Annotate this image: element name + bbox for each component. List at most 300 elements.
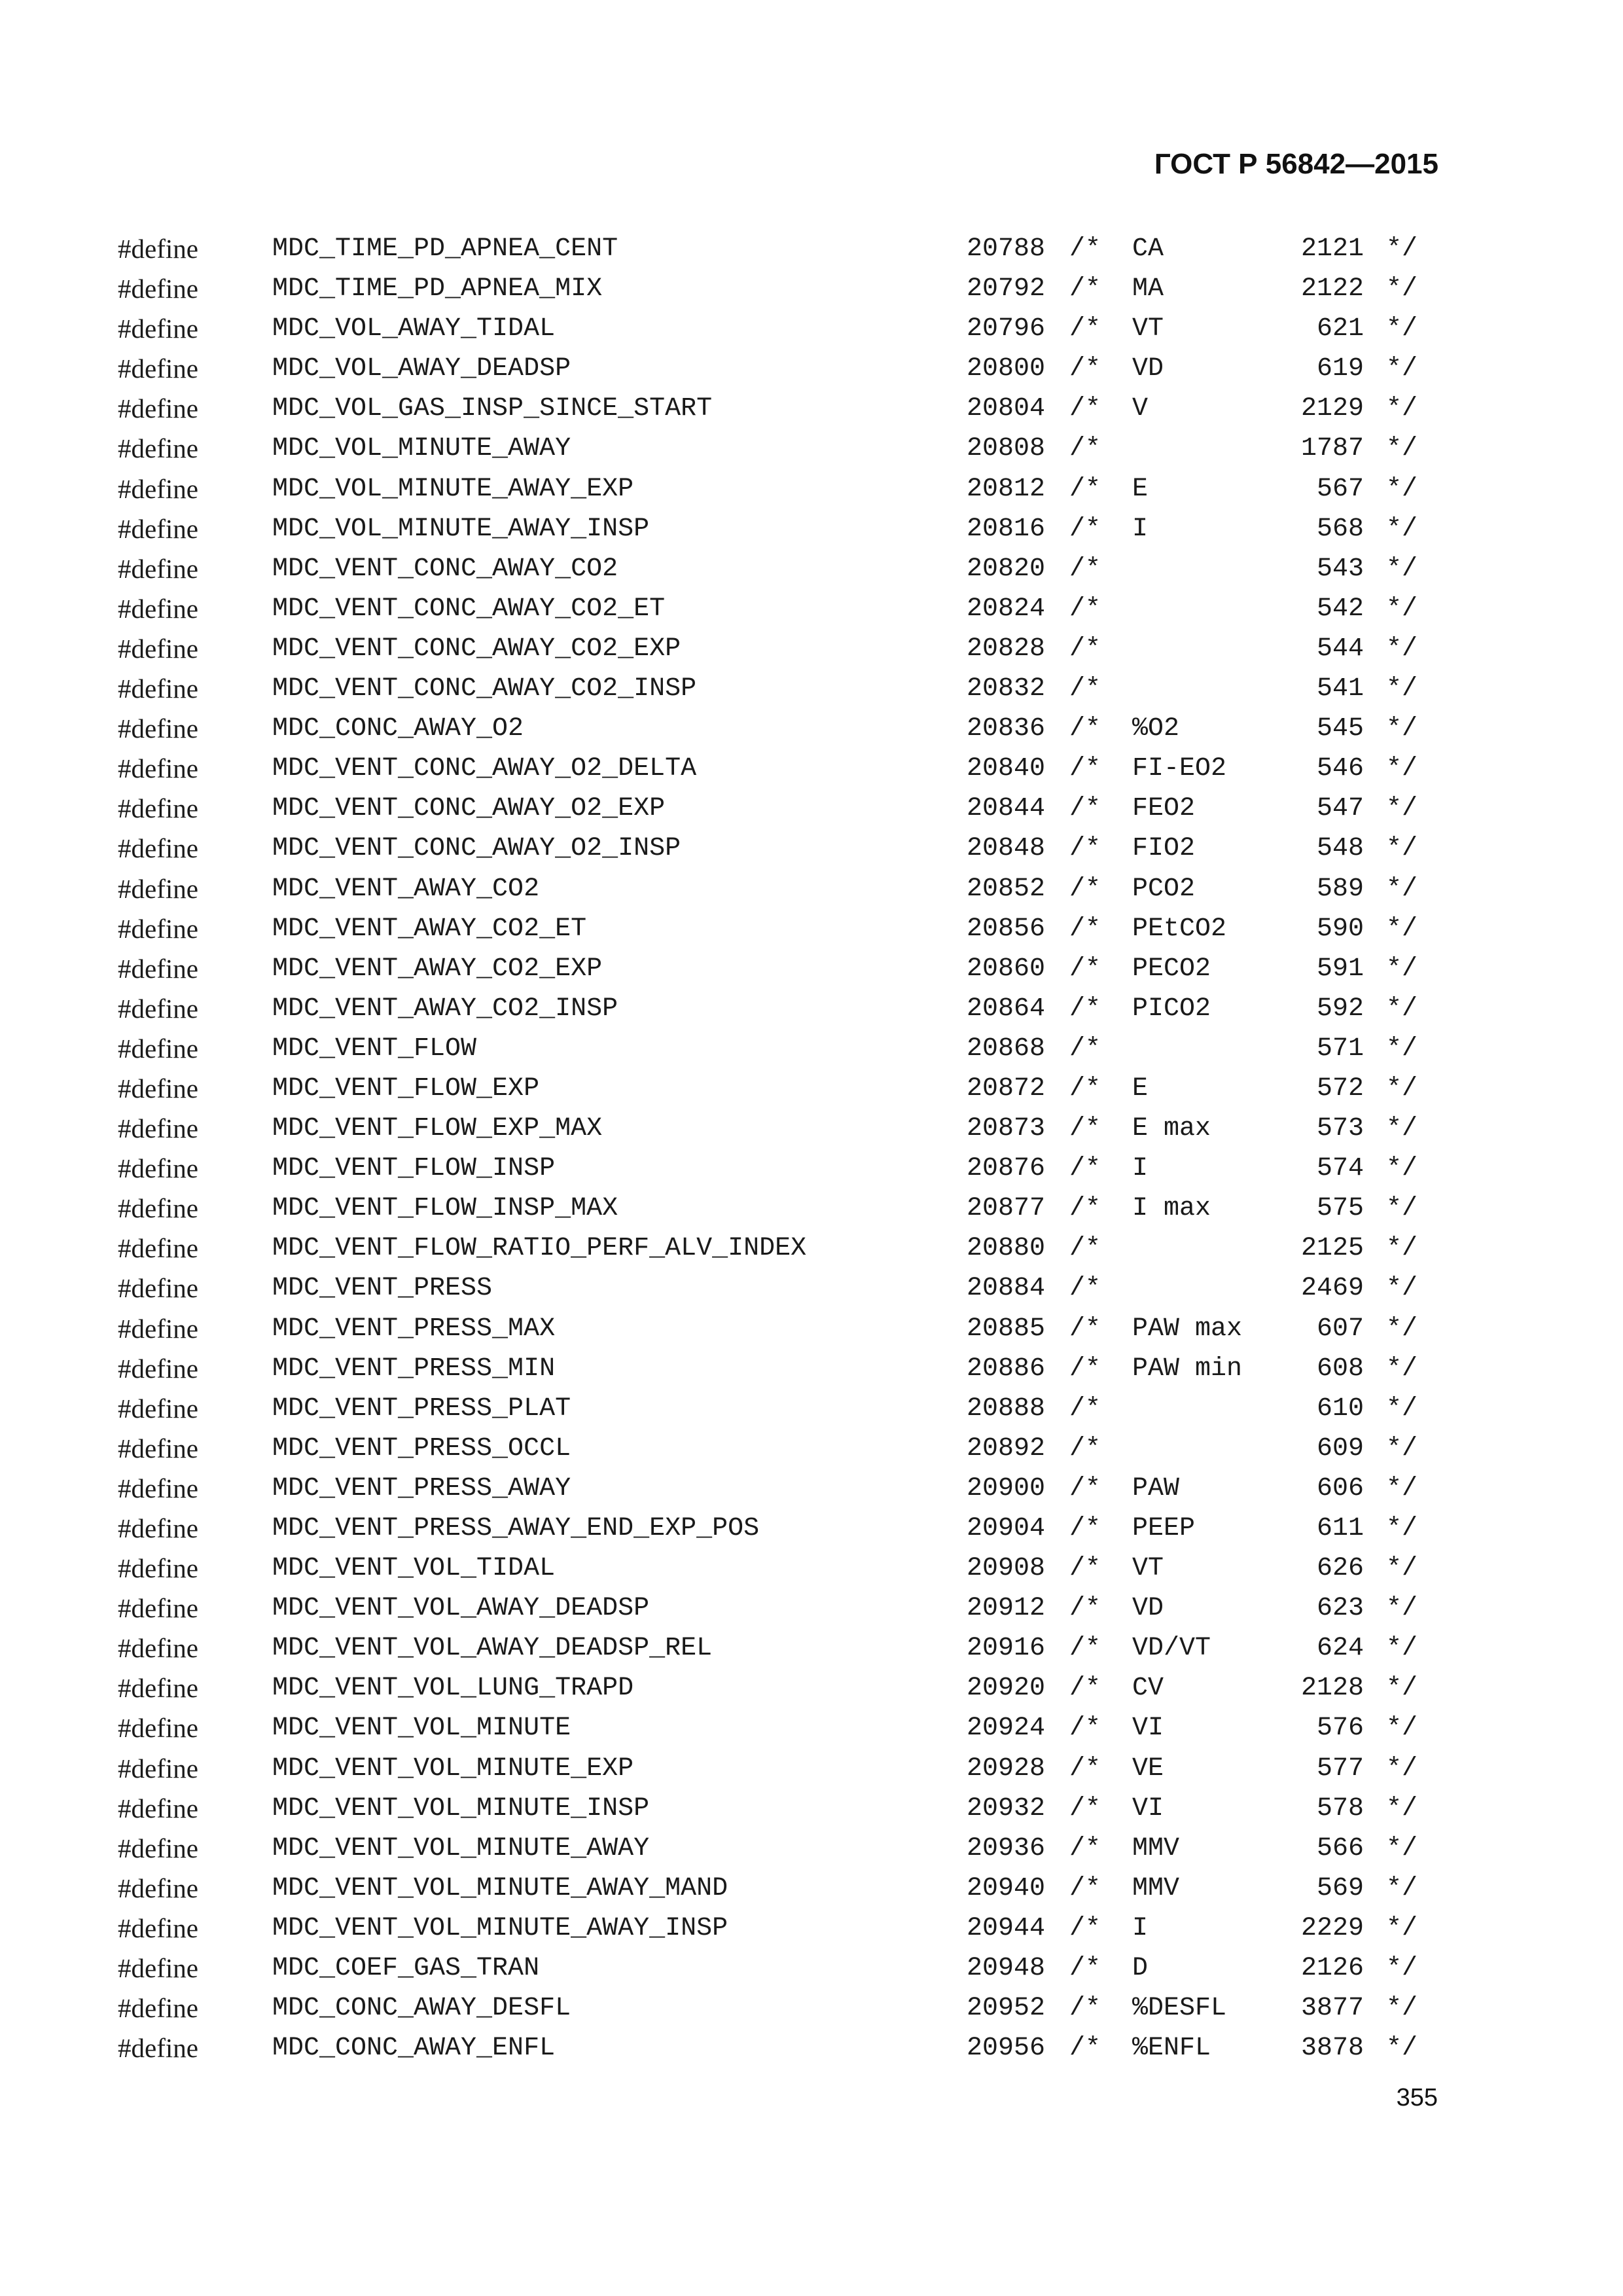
define-keyword: #define: [118, 833, 198, 864]
numeric-code: 20840: [966, 754, 1045, 784]
comment-close: */: [1386, 1473, 1418, 1503]
numeric-code: 20928: [966, 1753, 1045, 1784]
define-keyword: #define: [118, 1793, 198, 1823]
define-keyword: #define: [118, 1993, 198, 2024]
symbol-label: D: [1132, 1954, 1149, 1984]
constant-name: MDC_CONC_AWAY_DESFL: [272, 1994, 571, 2024]
define-keyword: #define: [118, 1313, 198, 1344]
define-keyword: #define: [118, 753, 198, 784]
define-keyword: #define: [118, 1713, 198, 1744]
symbol-label: E: [1132, 1073, 1149, 1103]
define-row: [0, 469, 1623, 509]
define-keyword: #define: [118, 593, 198, 624]
comment-open: /*: [1069, 594, 1101, 624]
define-keyword: #define: [118, 793, 198, 824]
define-keyword: #define: [118, 1833, 198, 1863]
symbol-label: MA: [1132, 274, 1164, 304]
symbol-label: VD: [1132, 354, 1164, 384]
constant-name: MDC_VENT_CONC_AWAY_O2_INSP: [272, 834, 681, 864]
define-keyword: #define: [118, 1473, 198, 1503]
constant-name: MDC_COEF_GAS_TRAN: [272, 1954, 540, 1984]
symbol-label: PECO2: [1132, 954, 1211, 984]
define-row: [0, 909, 1623, 949]
define-row: [0, 1429, 1623, 1469]
constant-name: MDC_VENT_FLOW_INSP_MAX: [272, 1194, 618, 1224]
comment-close: */: [1386, 1393, 1418, 1424]
numeric-code: 20820: [966, 554, 1045, 584]
define-row: [0, 1948, 1623, 1988]
comment-close: */: [1386, 834, 1418, 864]
comment-close: */: [1386, 434, 1418, 464]
comment-close: */: [1386, 674, 1418, 704]
define-keyword: #define: [118, 433, 198, 464]
define-row: [0, 1829, 1623, 1869]
define-row: [0, 1988, 1623, 2028]
constant-name: MDC_VENT_VOL_MINUTE_AWAY_INSP: [272, 1913, 728, 1943]
reference-number: 619: [1316, 354, 1364, 384]
define-keyword: #define: [118, 1753, 198, 1784]
reference-number: 572: [1316, 1073, 1364, 1103]
define-keyword: #define: [118, 353, 198, 384]
numeric-code: 20812: [966, 474, 1045, 504]
numeric-code: 20888: [966, 1393, 1045, 1424]
comment-close: */: [1386, 594, 1418, 624]
constant-name: MDC_VENT_FLOW_EXP: [272, 1073, 540, 1103]
comment-open: /*: [1069, 794, 1101, 824]
numeric-code: 20904: [966, 1514, 1045, 1543]
define-row: [0, 1149, 1623, 1189]
constant-name: MDC_VENT_VOL_AWAY_DEADSP_REL: [272, 1634, 713, 1664]
define-keyword: #define: [118, 1553, 198, 1584]
constant-name: MDC_VENT_FLOW_INSP: [272, 1154, 556, 1184]
define-row: [0, 1789, 1623, 1829]
define-list: [0, 229, 1623, 2068]
page-number: 355: [1396, 2084, 1438, 2111]
reference-number: 2122: [1300, 274, 1364, 304]
constant-name: MDC_VENT_CONC_AWAY_O2_DELTA: [272, 754, 697, 784]
comment-close: */: [1386, 1514, 1418, 1543]
define-keyword: #define: [118, 314, 198, 344]
numeric-code: 20932: [966, 1793, 1045, 1823]
comment-close: */: [1386, 1674, 1418, 1704]
comment-open: /*: [1069, 874, 1101, 904]
define-keyword: #define: [118, 393, 198, 424]
reference-number: 545: [1316, 714, 1364, 744]
comment-open: /*: [1069, 634, 1101, 664]
numeric-code: 20884: [966, 1274, 1045, 1304]
comment-open: /*: [1069, 1194, 1101, 1224]
comment-open: /*: [1069, 834, 1101, 864]
reference-number: 548: [1316, 834, 1364, 864]
symbol-label: FEO2: [1132, 794, 1196, 824]
comment-open: /*: [1069, 514, 1101, 544]
reference-number: 591: [1316, 954, 1364, 984]
comment-close: */: [1386, 754, 1418, 784]
comment-close: */: [1386, 1793, 1418, 1823]
numeric-code: 20864: [966, 994, 1045, 1024]
comment-close: */: [1386, 1194, 1418, 1224]
constant-name: MDC_VOL_GAS_INSP_SINCE_START: [272, 394, 713, 424]
comment-open: /*: [1069, 754, 1101, 784]
symbol-label: VT: [1132, 1554, 1164, 1584]
constant-name: MDC_VOL_MINUTE_AWAY_EXP: [272, 474, 634, 504]
define-row: [0, 1628, 1623, 1668]
constant-name: MDC_VENT_AWAY_CO2_ET: [272, 914, 587, 944]
constant-name: MDC_VENT_PRESS_MAX: [272, 1314, 556, 1344]
constant-name: MDC_VOL_MINUTE_AWAY_INSP: [272, 514, 650, 544]
reference-number: 546: [1316, 754, 1364, 784]
comment-close: */: [1386, 2034, 1418, 2064]
define-keyword: #define: [118, 1633, 198, 1664]
comment-open: /*: [1069, 1594, 1101, 1624]
constant-name: MDC_VENT_CONC_AWAY_O2_EXP: [272, 794, 666, 824]
numeric-code: 20872: [966, 1073, 1045, 1103]
numeric-code: 20924: [966, 1713, 1045, 1744]
define-row: [0, 309, 1623, 349]
comment-close: */: [1386, 954, 1418, 984]
define-keyword: #define: [118, 993, 198, 1024]
comment-open: /*: [1069, 1154, 1101, 1184]
define-row: [0, 1389, 1623, 1429]
symbol-label: MMV: [1132, 1833, 1180, 1863]
define-row: [0, 1309, 1623, 1349]
constant-name: MDC_VENT_VOL_AWAY_DEADSP: [272, 1594, 650, 1624]
comment-open: /*: [1069, 1073, 1101, 1103]
comment-open: /*: [1069, 394, 1101, 424]
symbol-label: VT: [1132, 314, 1164, 344]
define-keyword: #define: [118, 513, 198, 544]
define-row: [0, 269, 1623, 309]
define-keyword: #define: [118, 1513, 198, 1543]
symbol-label: PEEP: [1132, 1514, 1196, 1543]
reference-number: 576: [1316, 1713, 1364, 1744]
define-row: [0, 1109, 1623, 1149]
comment-open: /*: [1069, 474, 1101, 504]
comment-close: */: [1386, 554, 1418, 584]
comment-open: /*: [1069, 1554, 1101, 1584]
comment-close: */: [1386, 1033, 1418, 1064]
define-row: [0, 1549, 1623, 1588]
reference-number: 541: [1316, 674, 1364, 704]
define-keyword: #define: [118, 633, 198, 664]
symbol-label: V: [1132, 394, 1149, 424]
define-row: [0, 1668, 1623, 1708]
define-row: [0, 349, 1623, 389]
numeric-code: 20856: [966, 914, 1045, 944]
symbol-label: %ENFL: [1132, 2034, 1211, 2064]
comment-close: */: [1386, 354, 1418, 384]
define-keyword: #define: [118, 1353, 198, 1384]
define-row: [0, 949, 1623, 989]
symbol-label: PAW: [1132, 1473, 1180, 1503]
comment-open: /*: [1069, 1713, 1101, 1744]
constant-name: MDC_VENT_VOL_MINUTE_EXP: [272, 1753, 634, 1784]
comment-close: */: [1386, 234, 1418, 264]
define-row: [0, 869, 1623, 909]
define-row: [0, 709, 1623, 749]
reference-number: 573: [1316, 1114, 1364, 1144]
reference-number: 592: [1316, 994, 1364, 1024]
reference-number: 574: [1316, 1154, 1364, 1184]
define-row: [0, 1909, 1623, 1948]
reference-number: 607: [1316, 1314, 1364, 1344]
reference-number: 543: [1316, 554, 1364, 584]
numeric-code: 20800: [966, 354, 1045, 384]
reference-number: 575: [1316, 1194, 1364, 1224]
numeric-code: 20832: [966, 674, 1045, 704]
define-row: [0, 669, 1623, 709]
comment-close: */: [1386, 1833, 1418, 1863]
define-row: [0, 789, 1623, 829]
numeric-code: 20940: [966, 1873, 1045, 1903]
comment-close: */: [1386, 794, 1418, 824]
define-row: [0, 1708, 1623, 1748]
comment-open: /*: [1069, 994, 1101, 1024]
constant-name: MDC_CONC_AWAY_ENFL: [272, 2034, 556, 2064]
define-row: [0, 1268, 1623, 1308]
comment-open: /*: [1069, 1393, 1101, 1424]
define-keyword: #define: [118, 1593, 198, 1624]
define-keyword: #define: [118, 1393, 198, 1424]
constant-name: MDC_VENT_PRESS_MIN: [272, 1354, 556, 1384]
comment-open: /*: [1069, 554, 1101, 584]
define-row: [0, 829, 1623, 869]
reference-number: 577: [1316, 1753, 1364, 1784]
constant-name: MDC_VOL_AWAY_DEADSP: [272, 354, 571, 384]
constant-name: MDC_TIME_PD_APNEA_CENT: [272, 234, 618, 264]
comment-open: /*: [1069, 1473, 1101, 1503]
comment-open: /*: [1069, 1314, 1101, 1344]
page-header-standard-id: ГОСТ Р 56842—2015: [1154, 148, 1438, 180]
comment-close: */: [1386, 1753, 1418, 1784]
define-row: [0, 1869, 1623, 1909]
numeric-code: 20816: [966, 514, 1045, 544]
constant-name: MDC_VENT_VOL_LUNG_TRAPD: [272, 1674, 634, 1704]
reference-number: 544: [1316, 634, 1364, 664]
define-keyword: #define: [118, 1153, 198, 1184]
numeric-code: 20948: [966, 1954, 1045, 1984]
comment-close: */: [1386, 1154, 1418, 1184]
define-row: [0, 429, 1623, 469]
define-keyword: #define: [118, 1073, 198, 1103]
define-keyword: #define: [118, 1673, 198, 1704]
comment-close: */: [1386, 394, 1418, 424]
define-row: [0, 589, 1623, 629]
numeric-code: 20804: [966, 394, 1045, 424]
reference-number: 610: [1316, 1393, 1364, 1424]
constant-name: MDC_CONC_AWAY_O2: [272, 714, 524, 744]
comment-open: /*: [1069, 1954, 1101, 1984]
define-keyword: #define: [118, 1193, 198, 1224]
symbol-label: I: [1132, 1154, 1149, 1184]
constant-name: MDC_VENT_CONC_AWAY_CO2_EXP: [272, 634, 681, 664]
reference-number: 3878: [1300, 2034, 1364, 2064]
constant-name: MDC_VENT_VOL_MINUTE_INSP: [272, 1793, 650, 1823]
comment-open: /*: [1069, 1274, 1101, 1304]
define-row: [0, 2028, 1623, 2068]
comment-open: /*: [1069, 1234, 1101, 1264]
symbol-label: E max: [1132, 1114, 1211, 1144]
symbol-label: %O2: [1132, 714, 1180, 744]
reference-number: 2129: [1300, 394, 1364, 424]
symbol-label: PCO2: [1132, 874, 1196, 904]
constant-name: MDC_VENT_CONC_AWAY_CO2_INSP: [272, 674, 697, 704]
numeric-code: 20892: [966, 1433, 1045, 1463]
reference-number: 566: [1316, 1833, 1364, 1863]
constant-name: MDC_VENT_PRESS_PLAT: [272, 1393, 571, 1424]
comment-open: /*: [1069, 1634, 1101, 1664]
comment-close: */: [1386, 994, 1418, 1024]
comment-open: /*: [1069, 1114, 1101, 1144]
comment-close: */: [1386, 1594, 1418, 1624]
comment-open: /*: [1069, 434, 1101, 464]
define-keyword: #define: [118, 1113, 198, 1144]
define-row: [0, 389, 1623, 429]
numeric-code: 20873: [966, 1114, 1045, 1144]
define-row: [0, 1229, 1623, 1268]
symbol-label: MMV: [1132, 1873, 1180, 1903]
define-row: [0, 989, 1623, 1029]
comment-close: */: [1386, 1913, 1418, 1943]
define-keyword: #define: [118, 1953, 198, 1984]
symbol-label: VE: [1132, 1753, 1164, 1784]
constant-name: MDC_TIME_PD_APNEA_MIX: [272, 274, 603, 304]
define-row: [0, 1069, 1623, 1109]
constant-name: MDC_VOL_AWAY_TIDAL: [272, 314, 556, 344]
numeric-code: 20844: [966, 794, 1045, 824]
reference-number: 578: [1316, 1793, 1364, 1823]
comment-close: */: [1386, 714, 1418, 744]
constant-name: MDC_VOL_MINUTE_AWAY: [272, 434, 571, 464]
constant-name: MDC_VENT_FLOW_RATIO_PERF_ALV_INDEX: [272, 1234, 807, 1264]
symbol-label: VI: [1132, 1713, 1164, 1744]
define-keyword: #define: [118, 673, 198, 704]
comment-open: /*: [1069, 1354, 1101, 1384]
numeric-code: 20792: [966, 274, 1045, 304]
define-keyword: #define: [118, 913, 198, 944]
define-keyword: #define: [118, 553, 198, 584]
constant-name: MDC_VENT_VOL_MINUTE: [272, 1713, 571, 1744]
reference-number: 626: [1316, 1554, 1364, 1584]
constant-name: MDC_VENT_VOL_TIDAL: [272, 1554, 556, 1584]
reference-number: 2229: [1300, 1913, 1364, 1943]
constant-name: MDC_VENT_VOL_MINUTE_AWAY: [272, 1833, 650, 1863]
symbol-label: VD/VT: [1132, 1634, 1211, 1664]
reference-number: 568: [1316, 514, 1364, 544]
reference-number: 611: [1316, 1514, 1364, 1543]
comment-close: */: [1386, 1073, 1418, 1103]
define-row: [0, 1588, 1623, 1628]
numeric-code: 20788: [966, 234, 1045, 264]
comment-open: /*: [1069, 1873, 1101, 1903]
constant-name: MDC_VENT_FLOW: [272, 1033, 477, 1064]
comment-open: /*: [1069, 2034, 1101, 2064]
comment-open: /*: [1069, 714, 1101, 744]
reference-number: 589: [1316, 874, 1364, 904]
comment-close: */: [1386, 1114, 1418, 1144]
numeric-code: 20886: [966, 1354, 1045, 1384]
numeric-code: 20944: [966, 1913, 1045, 1943]
symbol-label: I: [1132, 514, 1149, 544]
define-keyword: #define: [118, 1033, 198, 1064]
comment-close: */: [1386, 1954, 1418, 1984]
define-keyword: #define: [118, 2033, 198, 2064]
symbol-label: VI: [1132, 1793, 1164, 1823]
numeric-code: 20876: [966, 1154, 1045, 1184]
numeric-code: 20885: [966, 1314, 1045, 1344]
reference-number: 2125: [1300, 1234, 1364, 1264]
comment-close: */: [1386, 1234, 1418, 1264]
constant-name: MDC_VENT_CONC_AWAY_CO2: [272, 554, 618, 584]
reference-number: 608: [1316, 1354, 1364, 1384]
numeric-code: 20880: [966, 1234, 1045, 1264]
define-keyword: #define: [118, 274, 198, 304]
comment-open: /*: [1069, 354, 1101, 384]
symbol-label: E: [1132, 474, 1149, 504]
numeric-code: 20916: [966, 1634, 1045, 1664]
reference-number: 624: [1316, 1634, 1364, 1664]
symbol-label: PICO2: [1132, 994, 1211, 1024]
reference-number: 606: [1316, 1473, 1364, 1503]
numeric-code: 20860: [966, 954, 1045, 984]
define-row: [0, 549, 1623, 589]
define-row: [0, 1749, 1623, 1789]
reference-number: 542: [1316, 594, 1364, 624]
comment-close: */: [1386, 1873, 1418, 1903]
comment-open: /*: [1069, 1033, 1101, 1064]
define-keyword: #define: [118, 1233, 198, 1264]
comment-open: /*: [1069, 314, 1101, 344]
define-row: [0, 229, 1623, 269]
comment-open: /*: [1069, 1833, 1101, 1863]
reference-number: 571: [1316, 1033, 1364, 1064]
symbol-label: VD: [1132, 1594, 1164, 1624]
numeric-code: 20848: [966, 834, 1045, 864]
comment-open: /*: [1069, 1994, 1101, 2024]
constant-name: MDC_VENT_PRESS_AWAY_END_EXP_POS: [272, 1514, 760, 1543]
numeric-code: 20936: [966, 1833, 1045, 1863]
numeric-code: 20836: [966, 714, 1045, 744]
numeric-code: 20912: [966, 1594, 1045, 1624]
reference-number: 2128: [1300, 1674, 1364, 1704]
comment-open: /*: [1069, 1753, 1101, 1784]
comment-close: */: [1386, 1994, 1418, 2024]
symbol-label: PAW min: [1132, 1354, 1243, 1384]
define-row: [0, 1349, 1623, 1389]
numeric-code: 20796: [966, 314, 1045, 344]
comment-close: */: [1386, 1274, 1418, 1304]
constant-name: MDC_VENT_CONC_AWAY_CO2_ET: [272, 594, 666, 624]
reference-number: 2469: [1300, 1274, 1364, 1304]
reference-number: 2121: [1300, 234, 1364, 264]
symbol-label: I max: [1132, 1194, 1211, 1224]
symbol-label: CV: [1132, 1674, 1164, 1704]
numeric-code: 20852: [966, 874, 1045, 904]
comment-open: /*: [1069, 954, 1101, 984]
comment-open: /*: [1069, 1433, 1101, 1463]
define-keyword: #define: [118, 1273, 198, 1304]
define-keyword: #define: [118, 953, 198, 984]
comment-close: */: [1386, 914, 1418, 944]
define-keyword: #define: [118, 234, 198, 264]
comment-close: */: [1386, 474, 1418, 504]
reference-number: 623: [1316, 1594, 1364, 1624]
symbol-label: FIO2: [1132, 834, 1196, 864]
define-row: [0, 1029, 1623, 1069]
constant-name: MDC_VENT_PRESS_OCCL: [272, 1433, 571, 1463]
reference-number: 609: [1316, 1433, 1364, 1463]
numeric-code: 20824: [966, 594, 1045, 624]
